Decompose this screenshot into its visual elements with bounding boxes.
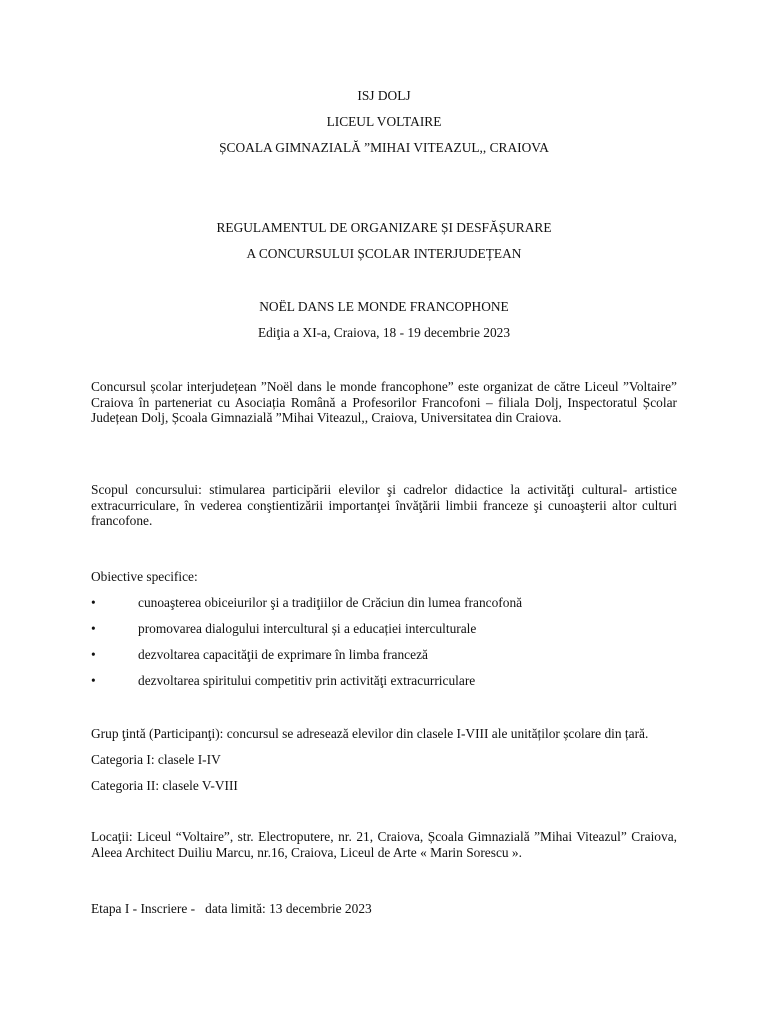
- stage-deadline: Etapa I - Inscriere - data limită: 13 decembrie 2023: [91, 901, 372, 916]
- scope-paragraph: Scopul concursului: stimularea participării elevilor şi cadrelor didactice la activităţi cultural- artistice extracurriculare, în vederea conştientizării importanţei învăţării limbii franceze şi cunoaşterii altor culturi francofone.: [91, 482, 677, 529]
- objective-item: cunoaşterea obiceiurilor şi a tradiţiilor de Crăciun din lumea francofonă: [138, 595, 523, 610]
- objective-item: dezvoltarea capacităţii de exprimare în limba franceză: [138, 647, 428, 662]
- bullet-marker: •: [91, 595, 96, 610]
- locations-paragraph: Locaţii: Liceul “Voltaire”, str. Electroputere, nr. 21, Craiova, Școala Gimnazială ”Mihai Viteazul” Craiova, Aleea Architect Duiliu Marcu, nr.16, Craiova, Liceul de Arte « Marin Sorescu ».: [91, 829, 677, 860]
- objectives-heading: Obiective specifice:: [91, 569, 198, 584]
- header-scoala: ȘCOALA GIMNAZIALĂ ”MIHAI VITEAZUL,, CRAIOVA: [219, 140, 549, 155]
- target-group: Grup ţintă (Participanţi): concursul se adresează elevilor din clasele I-VIII ale unităților școlare din țară.: [91, 726, 649, 741]
- title-line-1: REGULAMENTUL DE ORGANIZARE ȘI DESFĂȘURARE: [216, 220, 552, 235]
- bullet-marker: •: [91, 673, 96, 688]
- category-1: Categoria I: clasele I-IV: [91, 752, 221, 767]
- objective-item: dezvoltarea spiritului competitiv prin activităţi extracurriculare: [138, 673, 476, 688]
- contest-edition: Ediţia a XI-a, Craiova, 18 - 19 decembrie 2023: [257, 325, 511, 340]
- contest-name: NOËL DANS LE MONDE FRANCOPHONE: [259, 299, 509, 314]
- bullet-marker: •: [91, 647, 96, 662]
- bullet-marker: •: [91, 621, 96, 636]
- header-liceu: LICEUL VOLTAIRE: [326, 114, 442, 129]
- intro-paragraph: Concursul școlar interjudețean ”Noël dans le monde francophone” este organizat de către Liceul ”Voltaire” Craiova în parteneriat cu Asociația Română a Profesorilor Francofoni – filiala Dolj, Inspectoratul Școlar Județean Dolj, Școala Gimnazială ”Mihai Viteazul,, Craiova, Universitatea din Craiova.: [91, 379, 677, 426]
- header-isj: ISJ DOLJ: [357, 88, 411, 103]
- category-2: Categoria II: clasele V-VIII: [91, 778, 238, 793]
- title-line-2: A CONCURSULUI ȘCOLAR INTERJUDEȚEAN: [246, 246, 522, 261]
- objective-item: promovarea dialogului intercultural și a educației interculturale: [138, 621, 477, 636]
